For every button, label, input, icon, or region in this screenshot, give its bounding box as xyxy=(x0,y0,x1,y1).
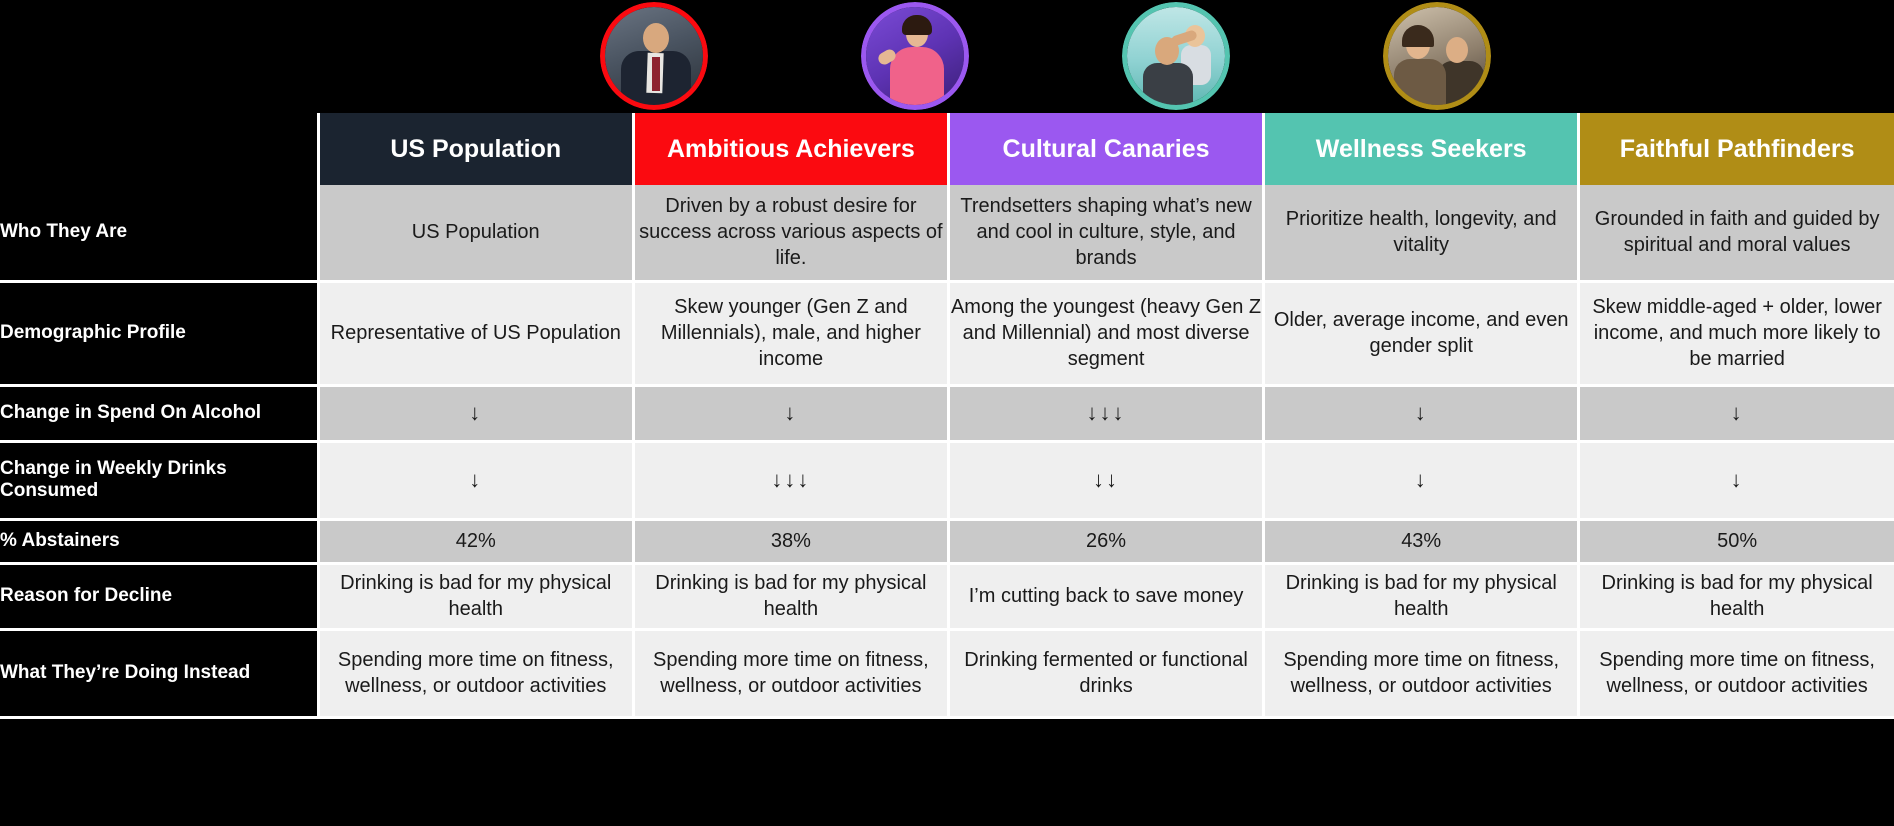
row-label-change-in-spend-on-alcohol: Change in Spend On Alcohol xyxy=(0,385,318,441)
cell-reason-for-decline-cultural-canaries: I’m cutting back to save money xyxy=(948,563,1263,629)
column-header-us-population: US Population xyxy=(318,113,633,185)
cell-who-they-are-ambitious-achievers: Driven by a robust desire for success across various aspects of life. xyxy=(633,185,948,281)
cell-weekly-drinks-faithful-pathfinders: ↓ xyxy=(1579,441,1894,519)
cell-doing-instead-cultural-canaries: Drinking fermented or functional drinks xyxy=(948,629,1263,717)
table-header-row xyxy=(0,113,1894,185)
table-row xyxy=(0,281,1894,385)
cell-abstainers-cultural-canaries: 26% xyxy=(948,519,1263,563)
ambitious-achievers-avatar xyxy=(600,2,708,110)
column-header-wellness-seekers: Wellness Seekers xyxy=(1264,113,1579,185)
cell-demographic-profile-faithful-pathfinders: Skew middle-aged + older, lower income, and much more likely to be married xyxy=(1579,281,1894,385)
row-label-demographic-profile: Demographic Profile xyxy=(0,281,318,385)
table-corner-cell xyxy=(0,113,318,185)
avatar-ring xyxy=(1383,2,1491,110)
column-header-cultural-canaries: Cultural Canaries xyxy=(948,113,1263,185)
avatar-ring xyxy=(1122,2,1230,110)
row-label-what-theyre-doing-instead: What They’re Doing Instead xyxy=(0,629,318,717)
cell-who-they-are-faithful-pathfinders: Grounded in faith and guided by spiritual and moral values xyxy=(1579,185,1894,281)
cell-reason-for-decline-wellness-seekers: Drinking is bad for my physical health xyxy=(1264,563,1579,629)
table-row xyxy=(0,385,1894,441)
cell-who-they-are-wellness-seekers: Prioritize health, longevity, and vitality xyxy=(1264,185,1579,281)
row-label-percent-abstainers: % Abstainers xyxy=(0,519,318,563)
cell-demographic-profile-us-population: Representative of US Population xyxy=(318,281,633,385)
cell-weekly-drinks-cultural-canaries: ↓↓ xyxy=(948,441,1263,519)
avatar-ring xyxy=(861,2,969,110)
row-label-who-they-are: Who They Are xyxy=(0,185,318,281)
cell-abstainers-ambitious-achievers: 38% xyxy=(633,519,948,563)
column-header-faithful-pathfinders: Faithful Pathfinders xyxy=(1579,113,1894,185)
avatar-ring xyxy=(600,2,708,110)
cell-abstainers-faithful-pathfinders: 50% xyxy=(1579,519,1894,563)
table-row xyxy=(0,185,1894,281)
cell-doing-instead-us-population: Spending more time on fitness, wellness, or outdoor activities xyxy=(318,629,633,717)
cell-reason-for-decline-ambitious-achievers: Drinking is bad for my physical health xyxy=(633,563,948,629)
cell-demographic-profile-wellness-seekers: Older, average income, and even gender split xyxy=(1264,281,1579,385)
cultural-canaries-avatar xyxy=(861,2,969,110)
table-row xyxy=(0,629,1894,717)
table-row xyxy=(0,441,1894,519)
cell-change-in-spend-ambitious-achievers: ↓ xyxy=(633,385,948,441)
segment-comparison-table xyxy=(0,113,1894,719)
cell-change-in-spend-us-population: ↓ xyxy=(318,385,633,441)
table-row xyxy=(0,519,1894,563)
cell-doing-instead-wellness-seekers: Spending more time on fitness, wellness, or outdoor activities xyxy=(1264,629,1579,717)
cell-who-they-are-cultural-canaries: Trendsetters shaping what’s new and cool in culture, style, and brands xyxy=(948,185,1263,281)
cell-abstainers-us-population: 42% xyxy=(318,519,633,563)
cell-reason-for-decline-faithful-pathfinders: Drinking is bad for my physical health xyxy=(1579,563,1894,629)
column-header-ambitious-achievers: Ambitious Achievers xyxy=(633,113,948,185)
cell-change-in-spend-cultural-canaries: ↓↓↓ xyxy=(948,385,1263,441)
table-row xyxy=(0,563,1894,629)
cell-doing-instead-ambitious-achievers: Spending more time on fitness, wellness, or outdoor activities xyxy=(633,629,948,717)
cell-weekly-drinks-us-population: ↓ xyxy=(318,441,633,519)
faithful-pathfinders-avatar xyxy=(1383,2,1491,110)
cell-reason-for-decline-us-population: Drinking is bad for my physical health xyxy=(318,563,633,629)
cell-weekly-drinks-ambitious-achievers: ↓↓↓ xyxy=(633,441,948,519)
cell-abstainers-wellness-seekers: 43% xyxy=(1264,519,1579,563)
cell-doing-instead-faithful-pathfinders: Spending more time on fitness, wellness, or outdoor activities xyxy=(1579,629,1894,717)
cell-change-in-spend-wellness-seekers: ↓ xyxy=(1264,385,1579,441)
avatar-strip xyxy=(0,0,1894,113)
row-label-reason-for-decline: Reason for Decline xyxy=(0,563,318,629)
cell-who-they-are-us-population: US Population xyxy=(318,185,633,281)
cell-weekly-drinks-wellness-seekers: ↓ xyxy=(1264,441,1579,519)
cell-demographic-profile-ambitious-achievers: Skew younger (Gen Z and Millennials), male, and higher income xyxy=(633,281,948,385)
cell-change-in-spend-faithful-pathfinders: ↓ xyxy=(1579,385,1894,441)
row-label-change-in-weekly-drinks-consumed: Change in Weekly Drinks Consumed xyxy=(0,441,318,519)
wellness-seekers-avatar xyxy=(1122,2,1230,110)
cell-demographic-profile-cultural-canaries: Among the youngest (heavy Gen Z and Millennial) and most diverse segment xyxy=(948,281,1263,385)
